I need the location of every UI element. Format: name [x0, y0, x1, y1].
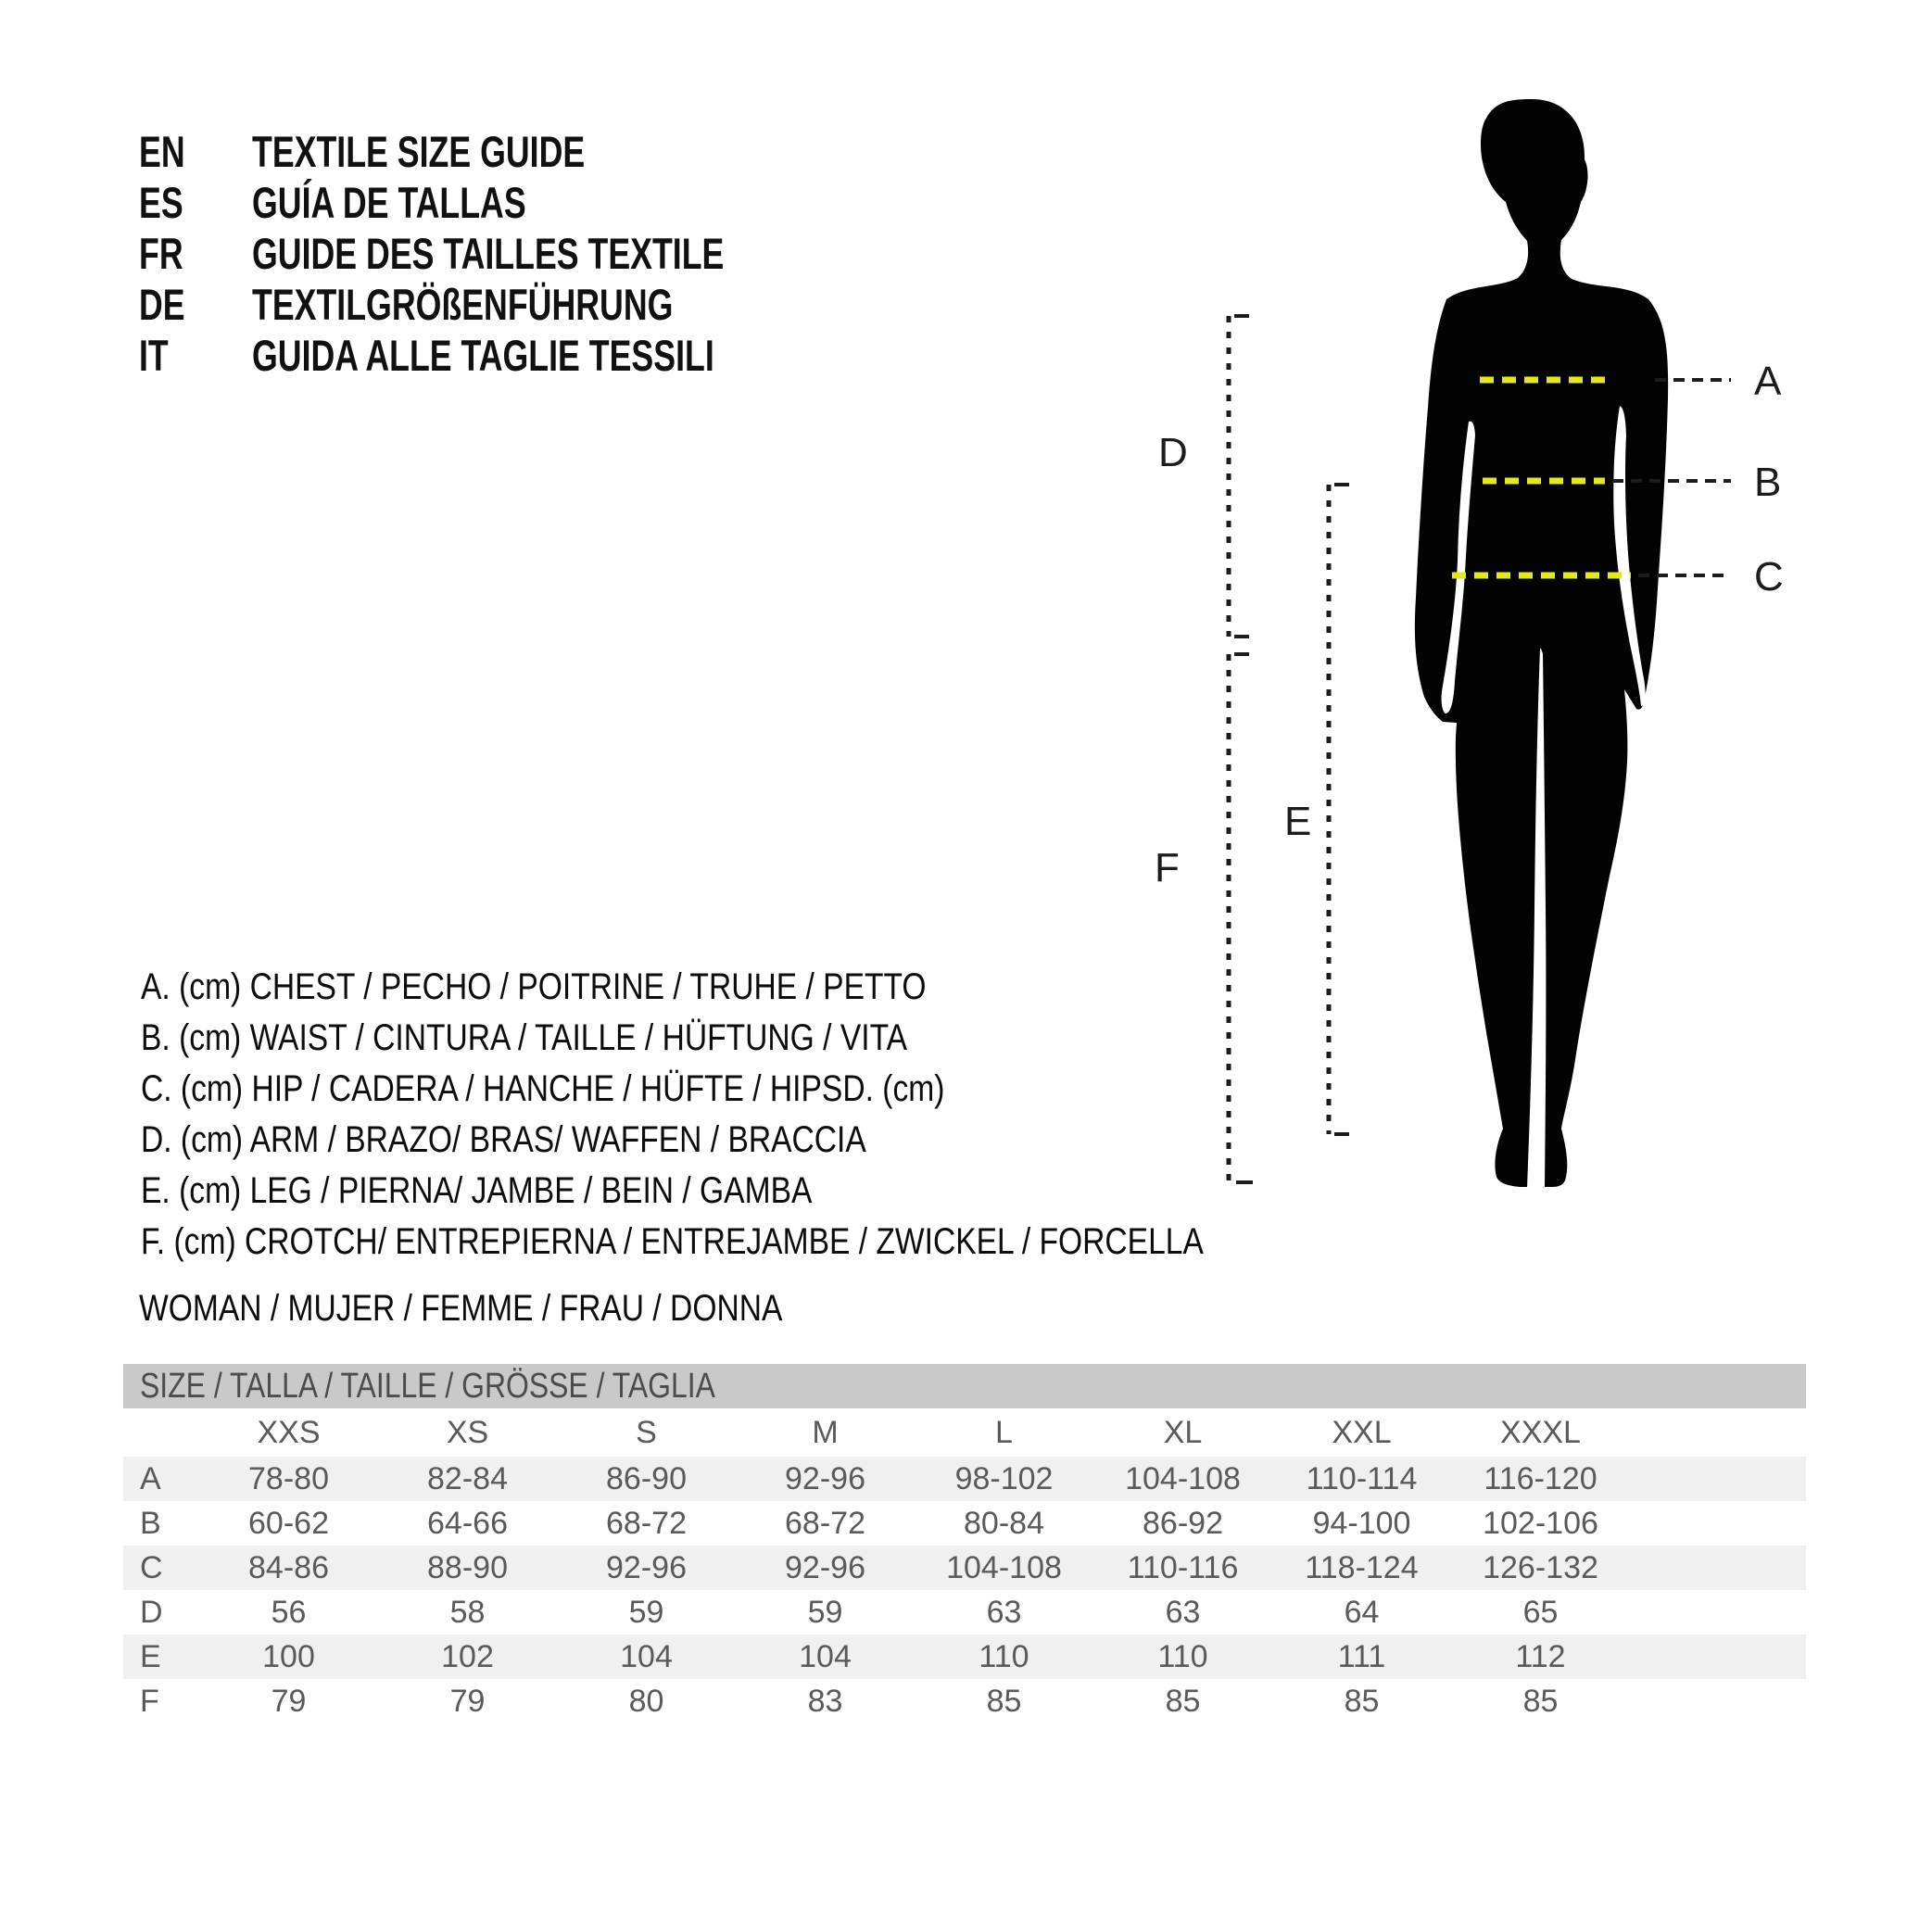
- cell: 104: [799, 1638, 852, 1674]
- lang-code: DE: [139, 280, 185, 329]
- cell: 92-96: [785, 1460, 865, 1496]
- row-label: E: [140, 1638, 161, 1674]
- row-label: B: [140, 1505, 161, 1541]
- cell: 59: [807, 1594, 843, 1630]
- label-waist-b: B: [1754, 460, 1782, 505]
- cell: 65: [1522, 1594, 1559, 1630]
- size-header-row: [123, 1408, 1806, 1457]
- size-table: [123, 1364, 1806, 1723]
- measurement-legend: [141, 962, 1406, 1268]
- cell: 83: [807, 1683, 843, 1719]
- cell: 102: [441, 1638, 494, 1674]
- cell: 85: [986, 1683, 1022, 1719]
- lang-row-de: [139, 279, 873, 330]
- size-table-header-label: SIZE / TALLA / TAILLE / GRÖSSE / TAGLIA: [140, 1366, 715, 1406]
- legend-item-chest: A. (cm) CHEST / PECHO / POITRINE / TRUHE / PETTO: [141, 966, 927, 1007]
- lang-title: GUIDA ALLE TAGLIE TESSILI: [252, 331, 714, 380]
- lang-title: GUÍA DE TALLAS: [252, 178, 526, 227]
- table-row-d: [123, 1590, 1806, 1634]
- cell: 68-72: [785, 1505, 865, 1541]
- cell: 94-100: [1312, 1505, 1411, 1541]
- cell: 85: [1344, 1683, 1380, 1719]
- cell: 78-80: [248, 1460, 329, 1496]
- lang-title: TEXTILE SIZE GUIDE: [252, 127, 586, 176]
- size-col-xl: XL: [1163, 1414, 1203, 1450]
- table-row-e: [123, 1634, 1806, 1679]
- cell: 82-84: [427, 1460, 508, 1496]
- cell: 110-114: [1306, 1460, 1418, 1496]
- cell: 64: [1344, 1594, 1380, 1630]
- cell: 79: [271, 1683, 307, 1719]
- label-leg-e: E: [1284, 799, 1312, 844]
- cell: 80: [628, 1683, 664, 1719]
- row-label: F: [140, 1683, 159, 1719]
- table-row-b: [123, 1501, 1806, 1546]
- cell: 60-62: [248, 1505, 329, 1541]
- label-arm-d: D: [1158, 430, 1188, 475]
- size-col-m: M: [812, 1414, 839, 1450]
- legend-item-crotch: F. (cm) CROTCH/ ENTREPIERNA / ENTREJAMBE / ZWICKEL / FORCELLA: [141, 1221, 1204, 1262]
- cell: 112: [1515, 1638, 1566, 1674]
- legend-item-arm: D. (cm) ARM / BRAZO/ BRAS/ WAFFEN / BRACCIA: [141, 1119, 866, 1160]
- gender-heading: WOMAN / MUJER / FEMME / FRAU / DONNA: [139, 1288, 783, 1329]
- cell: 85: [1165, 1683, 1201, 1719]
- lang-code: IT: [139, 331, 169, 380]
- table-row-a: [123, 1457, 1806, 1501]
- cell: 92-96: [606, 1549, 687, 1585]
- cell: 80-84: [964, 1505, 1044, 1541]
- label-hip-c: C: [1754, 554, 1784, 599]
- cell: 86-90: [606, 1460, 687, 1496]
- lang-code: EN: [139, 127, 185, 176]
- cell: 84-86: [248, 1549, 329, 1585]
- size-col-xxs: XXS: [257, 1414, 321, 1450]
- table-row-c: [123, 1546, 1806, 1590]
- lang-title: GUIDE DES TAILLES TEXTILE: [252, 229, 725, 278]
- cell: 58: [449, 1594, 486, 1630]
- cell: 63: [986, 1594, 1022, 1630]
- cell: 98-102: [954, 1460, 1054, 1496]
- cell: 104-108: [946, 1549, 1062, 1585]
- cell: 88-90: [427, 1549, 508, 1585]
- legend-item-waist: B. (cm) WAIST / CINTURA / TAILLE / HÜFTUNG / VITA: [141, 1017, 908, 1058]
- cell: 92-96: [785, 1549, 865, 1585]
- cell: 85: [1522, 1683, 1559, 1719]
- cell: 104-108: [1125, 1460, 1241, 1496]
- legend-item-leg: E. (cm) LEG / PIERNA/ JAMBE / BEIN / GAMBA: [141, 1170, 813, 1211]
- cell: 102-106: [1483, 1505, 1598, 1541]
- size-col-l: L: [995, 1414, 1013, 1450]
- cell: 104: [620, 1638, 673, 1674]
- label-crotch-f: F: [1155, 845, 1180, 890]
- size-table-header-bar: [123, 1364, 1806, 1408]
- lang-code: FR: [139, 229, 183, 278]
- lang-row-en: [139, 126, 873, 177]
- cell: 111: [1337, 1638, 1386, 1674]
- row-label: D: [140, 1594, 163, 1630]
- cell: 79: [449, 1683, 486, 1719]
- cell: 118-124: [1305, 1549, 1419, 1585]
- cell: 110-116: [1127, 1549, 1239, 1585]
- cell: 68-72: [606, 1505, 687, 1541]
- table-row-f: [123, 1679, 1806, 1723]
- cell: 59: [628, 1594, 664, 1630]
- size-col-xxxl: XXXL: [1500, 1414, 1581, 1450]
- lang-row-es: [139, 177, 873, 228]
- row-label: A: [140, 1460, 161, 1496]
- row-label: C: [140, 1549, 163, 1585]
- lang-code: ES: [139, 178, 183, 227]
- size-col-xs: XS: [446, 1414, 489, 1450]
- legend-item-hip: C. (cm) HIP / CADERA / HANCHE / HÜFTE / HIPSD. (cm): [141, 1068, 945, 1109]
- cell: 126-132: [1483, 1549, 1598, 1585]
- cell: 110: [1157, 1638, 1208, 1674]
- label-chest-a: A: [1754, 359, 1782, 404]
- lang-title: TEXTILGRÖßENFÜHRUNG: [252, 280, 674, 329]
- cell: 63: [1165, 1594, 1201, 1630]
- cell: 64-66: [427, 1505, 508, 1541]
- cell: 100: [262, 1638, 315, 1674]
- cell: 116-120: [1484, 1460, 1597, 1496]
- cell: 56: [271, 1594, 307, 1630]
- lang-row-fr: [139, 228, 873, 279]
- size-col-xxl: XXL: [1332, 1414, 1392, 1450]
- cell: 86-92: [1143, 1505, 1223, 1541]
- size-col-s: S: [636, 1414, 657, 1450]
- language-title-block: [139, 126, 873, 381]
- lang-row-it: [139, 330, 873, 381]
- cell: 110: [979, 1638, 1029, 1674]
